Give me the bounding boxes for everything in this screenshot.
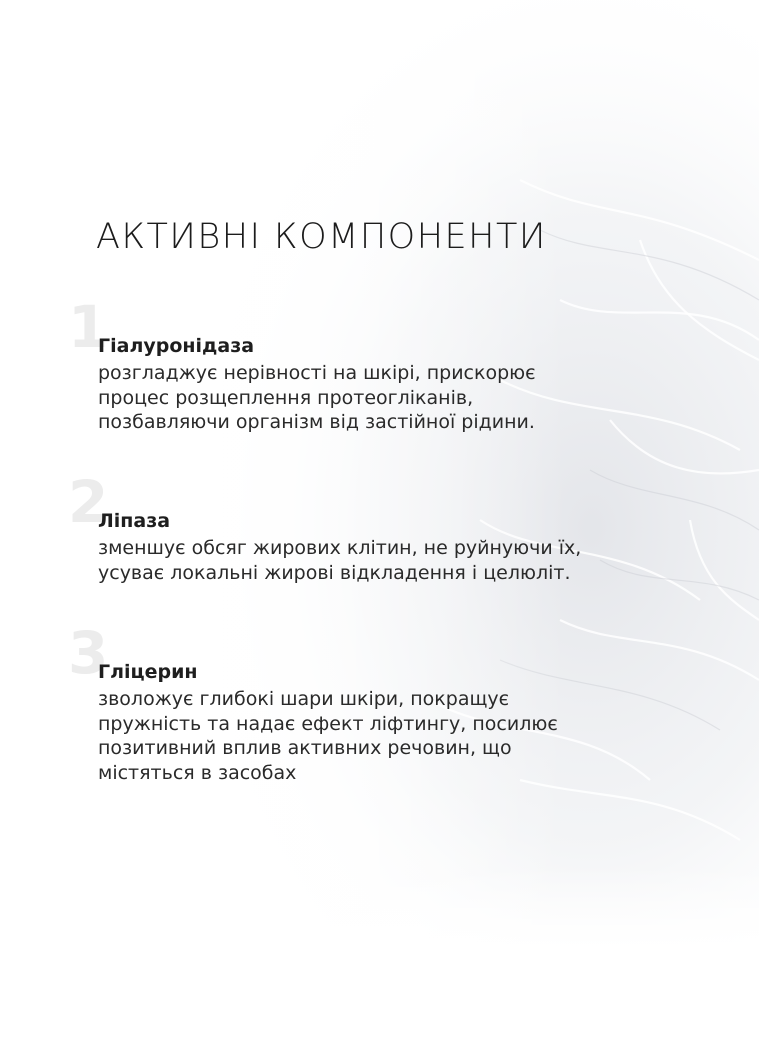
component-name-1: Гіалуронідаза [98, 335, 255, 357]
page-title: АКТИВНІ КОМПОНЕНТИ [96, 217, 547, 257]
component-number-1: 1 [68, 293, 109, 361]
component-item-3 [68, 619, 718, 785]
component-description-3: зволожує глибокі шари шкіри, покращує пружність та надає ефект ліфтингу, посилює позитивний вплив активних речовин, що містяться в засобах [98, 688, 558, 784]
component-item-1 [68, 293, 718, 435]
component-number-3: 3 [68, 619, 109, 687]
component-number-2: 2 [68, 468, 109, 536]
component-description-1: розгладжує нерівності на шкірі, прискорює процес розщеплення протеогліканів, позбавляючи організм від застійної рідини. [98, 362, 536, 433]
component-name-3: Гліцерин [98, 661, 198, 683]
component-item-2 [68, 468, 718, 585]
component-name-2: Ліпаза [98, 510, 171, 532]
component-description-2: зменшує обсяг жирових клітин, не руйнуючи їх, усуває локальні жирові відкладення і целюліт. [98, 537, 582, 584]
